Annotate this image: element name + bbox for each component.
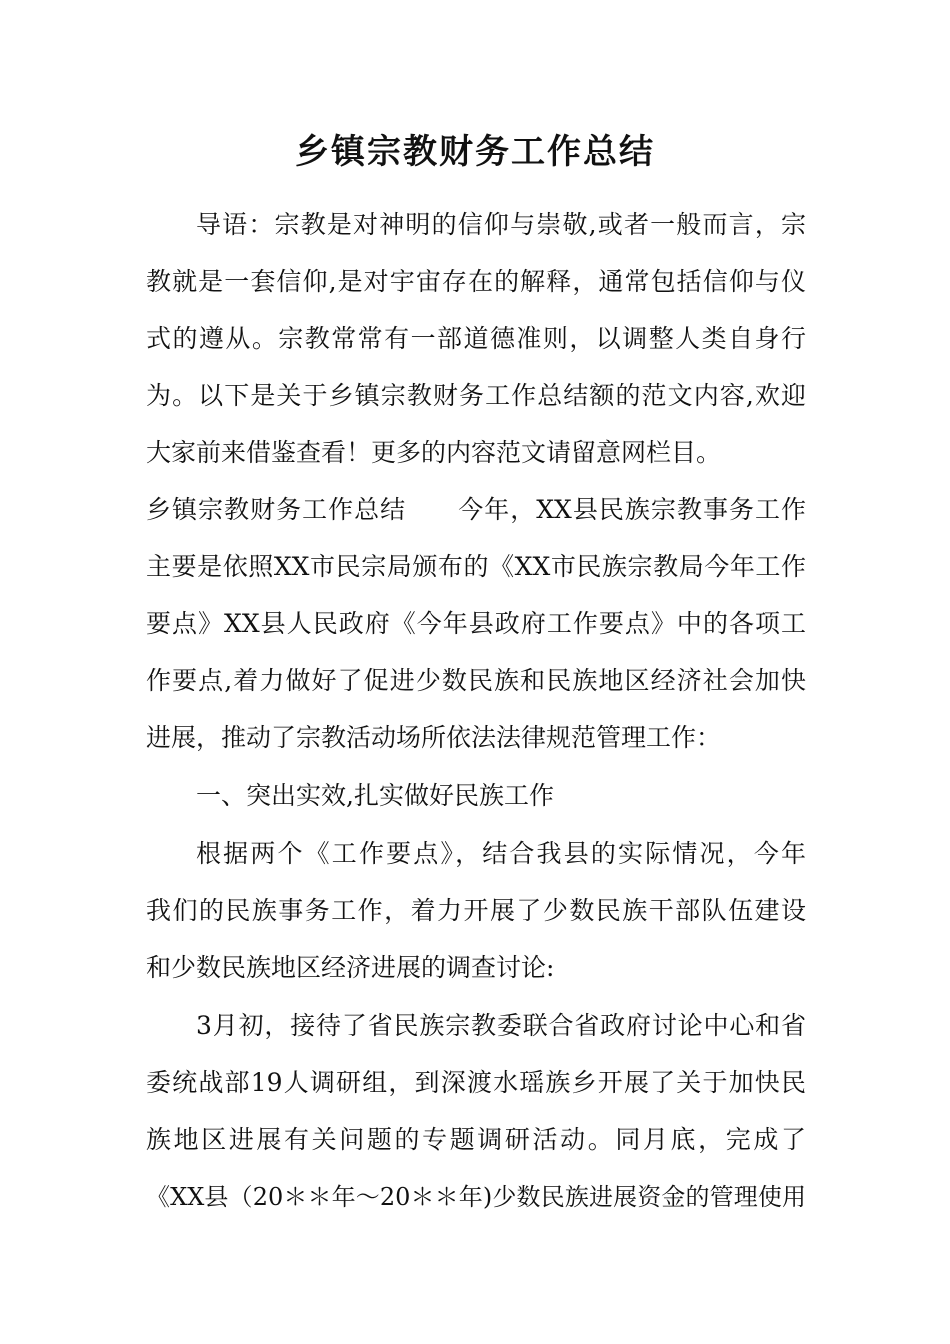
- body-line: 大家前来借鉴查看！更多的内容范文请留意网栏目。: [146, 438, 722, 467]
- body-line: 根据两个《工作要点》，结合我县的实际情况，今年: [196, 839, 806, 868]
- body-line: 进展，推动了宗教活动场所依法法律规范管理工作：: [146, 723, 722, 752]
- body-line: 《XX县（20＊＊年～20＊＊年)少数民族进展资金的管理使用: [146, 1183, 806, 1211]
- body-line: 要点》XX县人民政府《今年县政府工作要点》中的各项工: [146, 609, 806, 638]
- body-line: 3月初，接待了省民族宗教委联合省政府讨论中心和省: [196, 1011, 806, 1040]
- body-line: 式的遵从。宗教常常有一部道德准则，以调整人类自身行: [146, 324, 806, 353]
- body-line: 为。以下是关于乡镇宗教财务工作总结额的范文内容,欢迎: [146, 381, 806, 410]
- body-line: 族地区进展有关问题的专题调研活动。同月底，完成了: [146, 1125, 806, 1154]
- document-title: 乡镇宗教财务工作总结: [295, 132, 655, 172]
- body-line: 教就是一套信仰,是对宇宙存在的解释，通常包括信仰与仪: [146, 267, 806, 296]
- body-line: 我们的民族事务工作，着力开展了少数民族干部队伍建设: [146, 896, 806, 925]
- body-line: 乡镇宗教财务工作总结 今年，XX县民族宗教事务工作: [146, 495, 806, 524]
- body-line: 作要点,着力做好了促进少数民族和民族地区经济社会加快: [146, 666, 806, 695]
- body-line: 和少数民族地区经济进展的调查讨论:: [146, 953, 555, 982]
- body-line: 主要是依照XX市民宗局颁布的《XX市民族宗教局今年工作: [146, 552, 806, 581]
- body-line: 导语：宗教是对神明的信仰与崇敬,或者一般而言，宗: [196, 210, 806, 239]
- body-line: 委统战部19人调研组，到深渡水瑶族乡开展了关于加快民: [146, 1068, 806, 1097]
- section-heading: 一、突出实效,扎实做好民族工作: [196, 781, 554, 810]
